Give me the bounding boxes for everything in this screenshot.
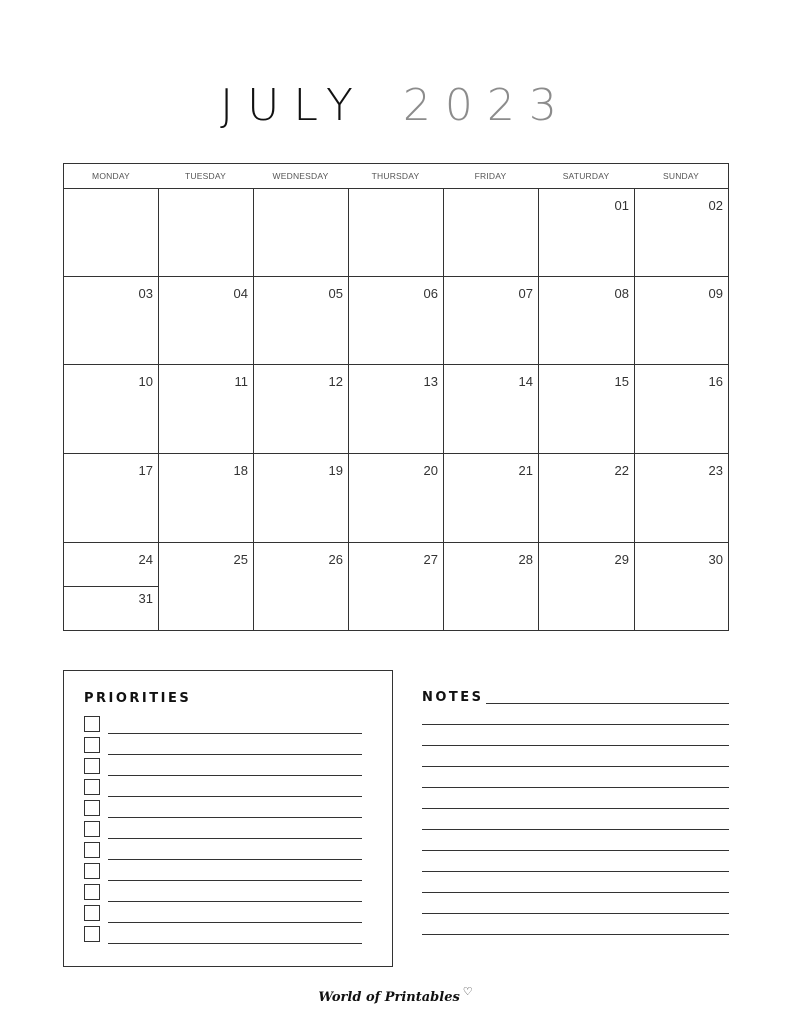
day-number: 08 xyxy=(614,286,629,301)
day-number: 28 xyxy=(518,552,533,567)
priority-checkbox[interactable] xyxy=(84,821,100,837)
day-cell-14[interactable] xyxy=(443,364,538,453)
day-cell-01[interactable] xyxy=(538,188,634,276)
day-cell-26[interactable] xyxy=(253,542,348,630)
day-name-monday: MONDAY xyxy=(92,171,130,181)
empty-day-cell[interactable] xyxy=(348,188,443,276)
day-cell-05[interactable] xyxy=(253,276,348,364)
day-cell-02[interactable] xyxy=(634,188,728,276)
priority-write-line[interactable] xyxy=(108,943,362,944)
priority-write-line[interactable] xyxy=(108,733,362,734)
priority-checkbox[interactable] xyxy=(84,800,100,816)
notes-write-line[interactable] xyxy=(422,766,729,767)
day-number: 31 xyxy=(138,591,153,606)
day-number: 23 xyxy=(708,463,723,478)
empty-day-cell[interactable] xyxy=(64,188,158,276)
notes-write-line[interactable] xyxy=(422,787,729,788)
day-cell-03[interactable] xyxy=(64,276,158,364)
day-number: 10 xyxy=(138,374,153,389)
day-cell-09[interactable] xyxy=(634,276,728,364)
priority-write-line[interactable] xyxy=(108,775,362,776)
empty-day-cell[interactable] xyxy=(443,188,538,276)
notes-write-line[interactable] xyxy=(422,724,729,725)
day-cell-24[interactable] xyxy=(64,542,158,586)
priority-write-line[interactable] xyxy=(108,901,362,902)
day-number: 02 xyxy=(708,198,723,213)
priority-item xyxy=(84,821,362,839)
priority-checkbox[interactable] xyxy=(84,863,100,879)
day-cell-07[interactable] xyxy=(443,276,538,364)
priority-item xyxy=(84,800,362,818)
heart-icon: ♡ xyxy=(462,985,473,998)
day-number: 24 xyxy=(138,552,153,567)
notes-write-line[interactable] xyxy=(422,892,729,893)
page-title xyxy=(0,80,791,131)
day-name-thursday: THURSDAY xyxy=(371,171,420,181)
calendar-header-row xyxy=(64,164,728,189)
day-name-saturday: SATURDAY xyxy=(562,171,610,181)
day-number: 27 xyxy=(423,552,438,567)
priority-checkbox[interactable] xyxy=(84,716,100,732)
day-number: 06 xyxy=(423,286,438,301)
day-number: 12 xyxy=(328,374,343,389)
day-cell-10[interactable] xyxy=(64,364,158,453)
day-number: 01 xyxy=(614,198,629,213)
day-cell-18[interactable] xyxy=(158,453,253,542)
priority-item xyxy=(84,884,362,902)
priority-checkbox[interactable] xyxy=(84,905,100,921)
notes-write-line[interactable] xyxy=(422,871,729,872)
day-number: 04 xyxy=(233,286,248,301)
day-number: 16 xyxy=(708,374,723,389)
notes-write-line[interactable] xyxy=(422,913,729,914)
day-cell-31[interactable] xyxy=(64,586,158,630)
priority-checkbox[interactable] xyxy=(84,884,100,900)
priority-write-line[interactable] xyxy=(108,880,362,881)
day-number: 29 xyxy=(614,552,629,567)
title-year: 2023 xyxy=(402,80,571,131)
day-cell-08[interactable] xyxy=(538,276,634,364)
day-cell-13[interactable] xyxy=(348,364,443,453)
day-number: 09 xyxy=(708,286,723,301)
brand-text: World of Printables xyxy=(318,990,460,1005)
empty-day-cell[interactable] xyxy=(253,188,348,276)
title-month: JULY xyxy=(220,80,367,131)
priority-write-line[interactable] xyxy=(108,922,362,923)
day-name-sunday: SUNDAY xyxy=(663,171,699,181)
priority-checkbox[interactable] xyxy=(84,758,100,774)
day-name-tuesday: TUESDAY xyxy=(185,171,226,181)
day-number: 03 xyxy=(138,286,153,301)
day-number: 26 xyxy=(328,552,343,567)
day-number: 15 xyxy=(614,374,629,389)
day-number: 05 xyxy=(328,286,343,301)
notes-write-line[interactable] xyxy=(422,745,729,746)
notes-write-line[interactable] xyxy=(486,703,729,704)
day-cell-22[interactable] xyxy=(538,453,634,542)
priorities-title: PRIORITIES xyxy=(84,691,192,706)
priority-item xyxy=(84,926,362,944)
priority-write-line[interactable] xyxy=(108,859,362,860)
day-cell-12[interactable] xyxy=(253,364,348,453)
notes-write-line[interactable] xyxy=(422,829,729,830)
day-cell-04[interactable] xyxy=(158,276,253,364)
priority-write-line[interactable] xyxy=(108,838,362,839)
priorities-box xyxy=(63,670,393,967)
priority-item xyxy=(84,863,362,881)
day-cell-16[interactable] xyxy=(634,364,728,453)
priority-write-line[interactable] xyxy=(108,817,362,818)
day-name-wednesday: WEDNESDAY xyxy=(272,171,329,181)
priority-checkbox[interactable] xyxy=(84,926,100,942)
day-cell-20[interactable] xyxy=(348,453,443,542)
day-cell-06[interactable] xyxy=(348,276,443,364)
notes-write-line[interactable] xyxy=(422,850,729,851)
day-cell-28[interactable] xyxy=(443,542,538,630)
notes-write-line[interactable] xyxy=(422,808,729,809)
day-cell-23[interactable] xyxy=(634,453,728,542)
day-number: 25 xyxy=(233,552,248,567)
notes-write-line[interactable] xyxy=(422,934,729,935)
priority-item xyxy=(84,842,362,860)
priority-item xyxy=(84,737,362,755)
day-cell-21[interactable] xyxy=(443,453,538,542)
day-cell-19[interactable] xyxy=(253,453,348,542)
priority-write-line[interactable] xyxy=(108,796,362,797)
day-number: 17 xyxy=(138,463,153,478)
day-number: 21 xyxy=(518,463,533,478)
day-number: 20 xyxy=(423,463,438,478)
priority-checkbox[interactable] xyxy=(84,842,100,858)
priority-checkbox[interactable] xyxy=(84,737,100,753)
day-cell-17[interactable] xyxy=(64,453,158,542)
priority-write-line[interactable] xyxy=(108,754,362,755)
calendar-grid xyxy=(63,163,729,631)
priority-item xyxy=(84,758,362,776)
day-number: 07 xyxy=(518,286,533,301)
day-cell-27[interactable] xyxy=(348,542,443,630)
priority-checkbox[interactable] xyxy=(84,779,100,795)
day-number: 14 xyxy=(518,374,533,389)
day-number: 30 xyxy=(708,552,723,567)
notes-title: NOTES xyxy=(422,690,484,705)
day-number: 13 xyxy=(423,374,438,389)
day-cell-30[interactable] xyxy=(634,542,728,630)
day-name-friday: FRIDAY xyxy=(474,171,507,181)
day-number: 18 xyxy=(233,463,248,478)
priority-item xyxy=(84,779,362,797)
day-cell-15[interactable] xyxy=(538,364,634,453)
priority-item xyxy=(84,716,362,734)
empty-day-cell[interactable] xyxy=(158,188,253,276)
day-cell-11[interactable] xyxy=(158,364,253,453)
day-number: 11 xyxy=(234,374,248,389)
day-cell-25[interactable] xyxy=(158,542,253,630)
day-cell-29[interactable] xyxy=(538,542,634,630)
brand-logo xyxy=(0,985,791,1005)
day-number: 22 xyxy=(614,463,629,478)
priority-item xyxy=(84,905,362,923)
day-number: 19 xyxy=(328,463,343,478)
